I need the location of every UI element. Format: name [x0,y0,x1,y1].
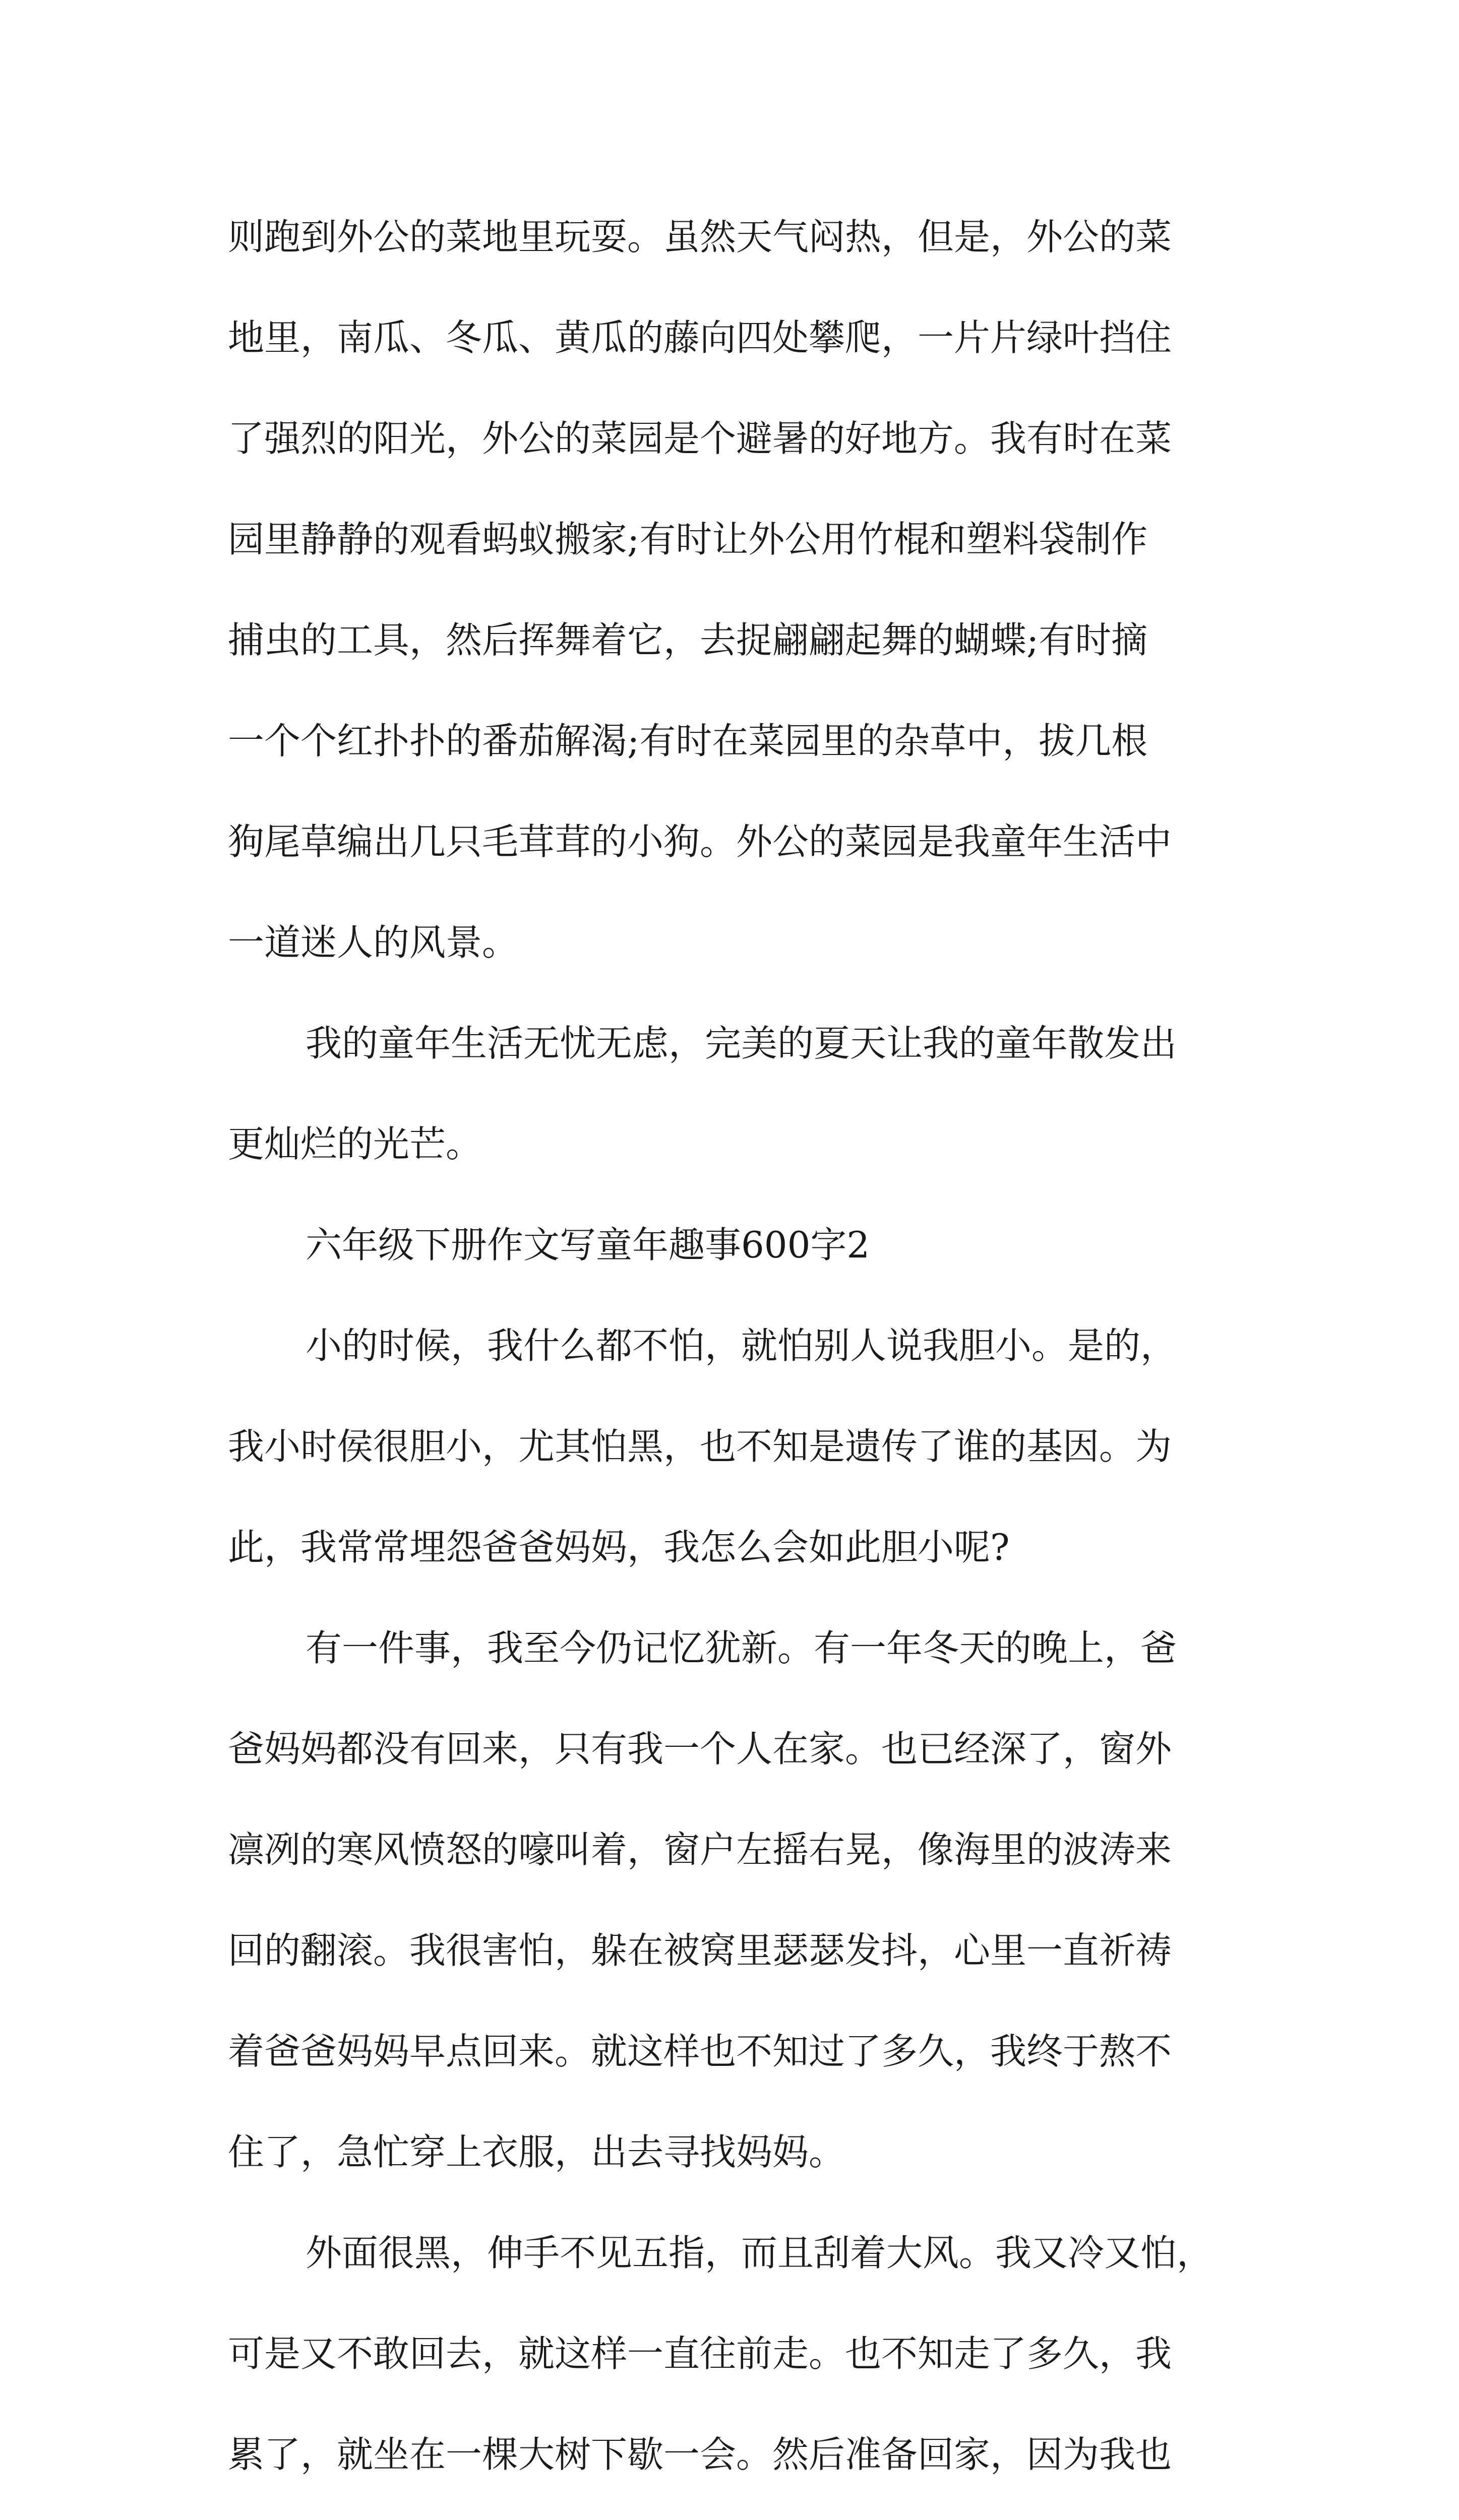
text-line: 地里，南瓜、冬瓜、黄瓜的藤向四处攀爬，一片片绿叶挡住 [228,317,1172,359]
paragraph-start-line: 我的童年生活无忧无虑，完美的夏天让我的童年散发出 [306,1022,1177,1064]
text-line: 累了，就坐在一棵大树下歇一会。然后准备回家，因为我也 [228,2433,1172,2476]
text-line: 一道迷人的风景。 [228,921,519,964]
section-heading: 六年级下册作文写童年趣事600字2 [306,1224,870,1266]
text-line: 更灿烂的光芒。 [228,1123,482,1165]
text-line: 一个个红扑扑的番茄解渴;有时在菜园里的杂草中，拔几根 [228,720,1148,762]
text-line: 回的翻滚。我很害怕，躲在被窝里瑟瑟发抖，心里一直祈祷 [228,1929,1172,1972]
text-line: 凛冽的寒风愤怒的嚎叫着，窗户左摇右晃，像海里的波涛来 [228,1829,1172,1871]
text-line: 我小时侯很胆小，尤其怕黑，也不知是遗传了谁的基因。为 [228,1425,1172,1468]
text-line: 捕虫的工具，然后挥舞着它，去捉翩翩起舞的蝴蝶;有时摘 [228,619,1148,661]
text-line: 则跑到外公的菜地里玩耍。虽然天气闷热，但是，外公的菜 [228,216,1172,258]
paragraph-start-line: 有一件事，我至今仍记忆犹新。有一年冬天的晚上，爸 [306,1627,1177,1669]
text-line: 可是又不敢回去，就这样一直往前走。也不知走了多久，我 [228,2333,1172,2375]
text-line: 爸妈妈都没有回来，只有我一个人在家。也已经深了，窗外 [228,1728,1172,1770]
text-line: 狗尾草编出几只毛茸茸的小狗。外公的菜园是我童年生活中 [228,821,1172,863]
document-body [228,186,1256,2520]
paragraph-start-line: 外面很黑，伸手不见五指，而且刮着大风。我又冷又怕， [306,2232,1213,2274]
text-line: 了强烈的阳光，外公的菜园是个避暑的好地方。我有时在菜 [228,417,1172,460]
text-line: 着爸爸妈妈早点回来。就这样也不知过了多久，我终于熬不 [228,2030,1172,2072]
text-line: 园里静静的观看蚂蚁搬家;有时让外公用竹棍和塑料袋制作 [228,518,1148,560]
text-line: 住了，急忙穿上衣服，出去寻找妈妈。 [228,2131,845,2173]
paragraph-start-line: 小的时候，我什么都不怕，就怕别人说我胆小。是的， [306,1325,1177,1367]
text-line [228,2505,1256,2520]
text-line: 此，我常常埋怨爸爸妈妈，我怎么会如此胆小呢? [228,1526,1010,1568]
